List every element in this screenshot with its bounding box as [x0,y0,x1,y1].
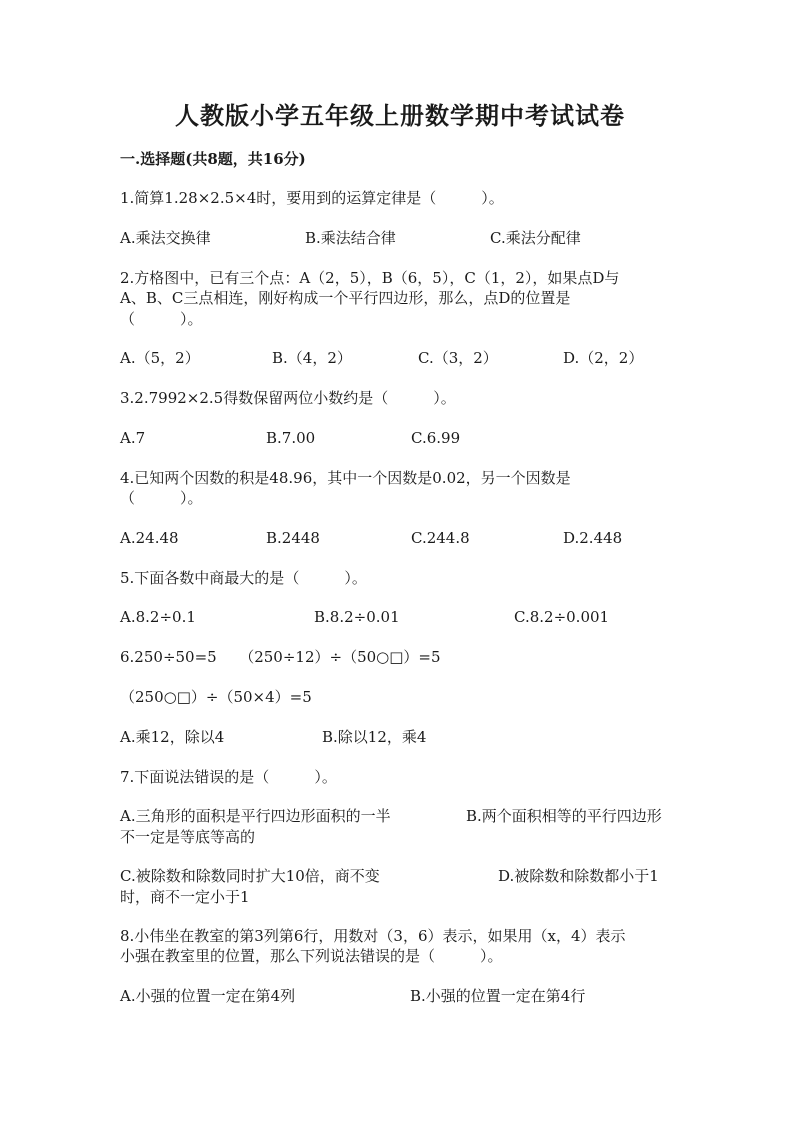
question-2-text: （ ）。 [120,310,203,328]
q7-option-a: A.三角形的面积是平行四边形面积的一半 [120,807,391,825]
question-4-text: 4.已知两个因数的积是48.96，其中一个因数是0.02，另一个因数是 [120,469,571,487]
q2-option-d: D.（2，2） [563,349,644,367]
question-3-text: 3.2.7992×2.5得数保留两位小数约是（ ）。 [120,389,456,407]
q4-option-a: A.24.48 [120,529,179,547]
q2-option-b: B.（4，2） [272,349,352,367]
q1-option-c: C.乘法分配律 [490,229,581,247]
question-2-text: A、B、C三点相连，刚好构成一个平行四边形，那么，点D的位置是 [120,289,571,307]
question-8-text: 8.小伟坐在教室的第3列第6行，用数对（3，6）表示，如果用（x，4）表示 [120,927,626,945]
question-8-text: 小强在教室里的位置，那么下列说法错误的是（ ）。 [120,947,503,965]
q1-option-b: B.乘法结合律 [305,229,396,247]
q5-option-b: B.8.2÷0.01 [314,608,400,626]
q3-option-a: A.7 [120,429,146,447]
q2-option-c: C.（3，2） [418,349,498,367]
q4-option-b: B.2448 [266,529,320,547]
q2-option-a: A.（5，2） [120,349,200,367]
q5-option-c: C.8.2÷0.001 [514,608,610,626]
question-6-text: （250○□）÷（50×4）=5 [120,688,312,706]
q7-option-b-continued: 不一定是等底等高的 [120,828,256,846]
q4-option-c: C.244.8 [411,529,470,547]
q8-option-a: A.小强的位置一定在第4列 [120,987,296,1005]
q6-option-b: B.除以12，乘4 [322,728,427,746]
q7-option-b: B.两个面积相等的平行四边形 [466,807,662,825]
q1-option-a: A.乘法交换律 [120,229,211,247]
section-heading: 一.选择题(共8题，共16分) [120,150,306,168]
question-7-text: 7.下面说法错误的是（ ）。 [120,768,337,786]
page-title: 人教版小学五年级上册数学期中考试试卷 [175,101,625,130]
q6-option-a: A.乘12，除以4 [120,728,225,746]
question-1-text: 1.简算1.28×2.5×4时，要用到的运算定律是（ ）。 [120,189,504,207]
q3-option-b: B.7.00 [266,429,316,447]
question-4-text: （ ）。 [120,489,203,507]
q7-option-d-continued: 时，商不一定小于1 [120,888,250,906]
q4-option-d: D.2.448 [563,529,623,547]
question-6-text: 6.250÷50=5 （250÷12）÷（50○□）=5 [120,648,441,666]
q5-option-a: A.8.2÷0.1 [120,608,196,626]
q8-option-b: B.小强的位置一定在第4行 [410,987,586,1005]
question-5-text: 5.下面各数中商最大的是（ ）。 [120,569,367,587]
q7-option-c: C.被除数和除数同时扩大10倍，商不变 [120,867,380,885]
q7-option-d: D.被除数和除数都小于1 [498,867,659,885]
question-2-text: 2.方格图中，已有三个点：A（2，5），B（6，5），C（1，2），如果点D与 [120,269,620,287]
q3-option-c: C.6.99 [411,429,461,447]
